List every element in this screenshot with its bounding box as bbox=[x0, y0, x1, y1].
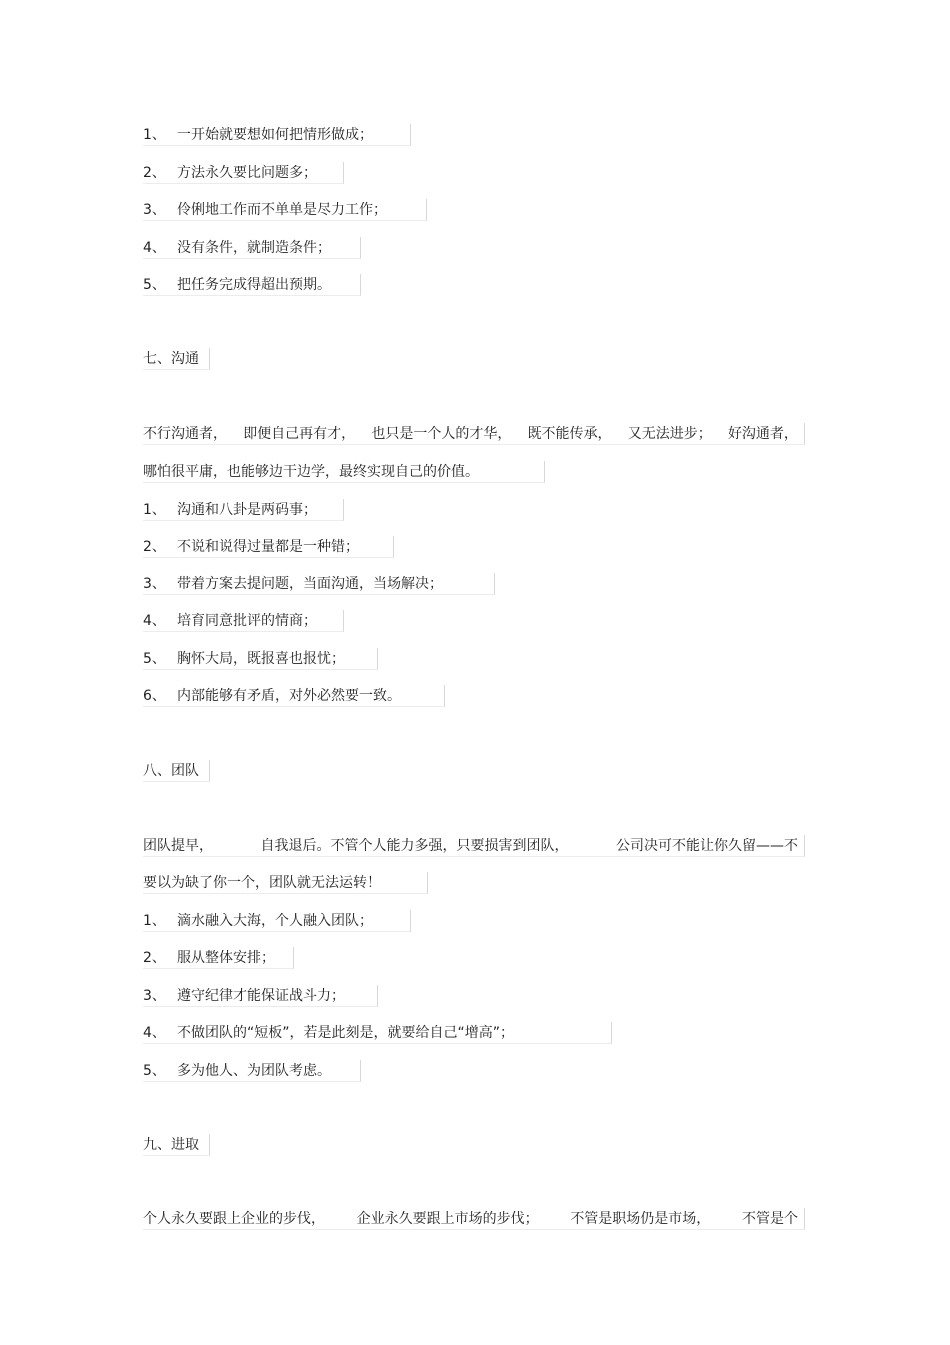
item-number: 3、 bbox=[143, 202, 166, 218]
item-number: 5、 bbox=[143, 277, 166, 293]
list-item bbox=[143, 199, 427, 221]
item-text: 方法永久要比问题多； bbox=[177, 165, 317, 181]
list-item bbox=[143, 685, 445, 707]
item-number: 4、 bbox=[143, 613, 166, 629]
item-number: 4、 bbox=[143, 240, 166, 256]
paragraph-line: 要以为缺了你一个，团队就无法运转！ bbox=[143, 872, 428, 894]
item-number: 3、 bbox=[143, 988, 166, 1004]
text-segment: 不管是职场仍是市场， bbox=[570, 1211, 711, 1227]
text-segment: 不行沟通者， bbox=[143, 426, 227, 442]
item-text: 把任务完成得超出预期。 bbox=[177, 277, 331, 293]
text-segment: 个人永久要跟上企业的步伐， bbox=[143, 1211, 325, 1227]
list-item bbox=[143, 536, 394, 558]
item-text: 不做团队的“短板”，若是此刻是，就要给自己“增高”； bbox=[177, 1025, 515, 1041]
item-text: 没有条件，就制造条件； bbox=[177, 240, 331, 256]
list-item bbox=[143, 573, 495, 595]
text-segment: 公司决可不能让你久留——不 bbox=[616, 838, 798, 854]
section-heading: 七、沟通 bbox=[143, 348, 210, 370]
text-segment: 企业永久要跟上市场的步伐； bbox=[356, 1211, 539, 1227]
list-item bbox=[143, 947, 294, 969]
item-number: 2、 bbox=[143, 950, 166, 966]
item-text: 沟通和八卦是两码事； bbox=[177, 502, 317, 518]
list-item bbox=[143, 124, 411, 146]
item-text: 带着方案去提问题，当面沟通，当场解决； bbox=[177, 576, 443, 592]
paragraph-line bbox=[143, 423, 805, 445]
list-item bbox=[143, 910, 411, 932]
item-number: 4、 bbox=[143, 1025, 166, 1041]
list-item bbox=[143, 1022, 612, 1044]
item-text: 不说和说得过量都是一种错； bbox=[177, 539, 359, 555]
paragraph-line bbox=[143, 1208, 805, 1230]
text-segment: 好沟通者， bbox=[727, 426, 798, 442]
text-segment: 团队提早， bbox=[143, 838, 213, 854]
item-number: 1、 bbox=[143, 127, 166, 143]
item-text: 滴水融入大海，个人融入团队； bbox=[177, 913, 373, 929]
section-heading: 八、团队 bbox=[143, 760, 210, 782]
list-item bbox=[143, 499, 344, 521]
section-heading: 九、进取 bbox=[143, 1134, 210, 1156]
item-number: 6、 bbox=[143, 688, 166, 704]
text-segment: 不管是个 bbox=[741, 1211, 798, 1227]
item-number: 3、 bbox=[143, 576, 166, 592]
text-segment: 又无法进步； bbox=[627, 426, 712, 442]
item-text: 培育同意批评的情商； bbox=[177, 613, 317, 629]
item-number: 2、 bbox=[143, 539, 166, 555]
item-number: 1、 bbox=[143, 502, 166, 518]
list-item bbox=[143, 237, 361, 259]
paragraph-line bbox=[143, 835, 805, 857]
item-number: 2、 bbox=[143, 165, 166, 181]
item-text: 服从整体安排； bbox=[177, 950, 275, 966]
text-segment: 既不能传承， bbox=[527, 426, 612, 442]
item-text: 伶俐地工作而不单单是尽力工作； bbox=[177, 202, 387, 218]
item-number: 1、 bbox=[143, 913, 166, 929]
paragraph-line: 哪怕很平庸，也能够边干边学，最终实现自己的价值。 bbox=[143, 461, 545, 483]
item-text: 胸怀大局，既报喜也报忧； bbox=[177, 651, 345, 667]
list-item bbox=[143, 1060, 361, 1082]
text-segment: 自我退后。不管个人能力多强，只要损害到团队， bbox=[260, 838, 569, 854]
text-segment: 也只是一个人的才华， bbox=[371, 426, 512, 442]
item-text: 一开始就要想如何把情形做成； bbox=[177, 127, 373, 143]
list-item bbox=[143, 162, 344, 184]
item-number: 5、 bbox=[143, 1063, 166, 1079]
list-item bbox=[143, 610, 344, 632]
list-item bbox=[143, 648, 378, 670]
item-number: 5、 bbox=[143, 651, 166, 667]
list-item bbox=[143, 274, 361, 296]
item-text: 遵守纪律才能保证战斗力； bbox=[177, 988, 345, 1004]
item-text: 内部能够有矛盾，对外必然要一致。 bbox=[177, 688, 401, 704]
item-text: 多为他人、为团队考虑。 bbox=[177, 1063, 331, 1079]
text-segment: 即便自己再有才， bbox=[243, 426, 356, 442]
list-item bbox=[143, 985, 378, 1007]
